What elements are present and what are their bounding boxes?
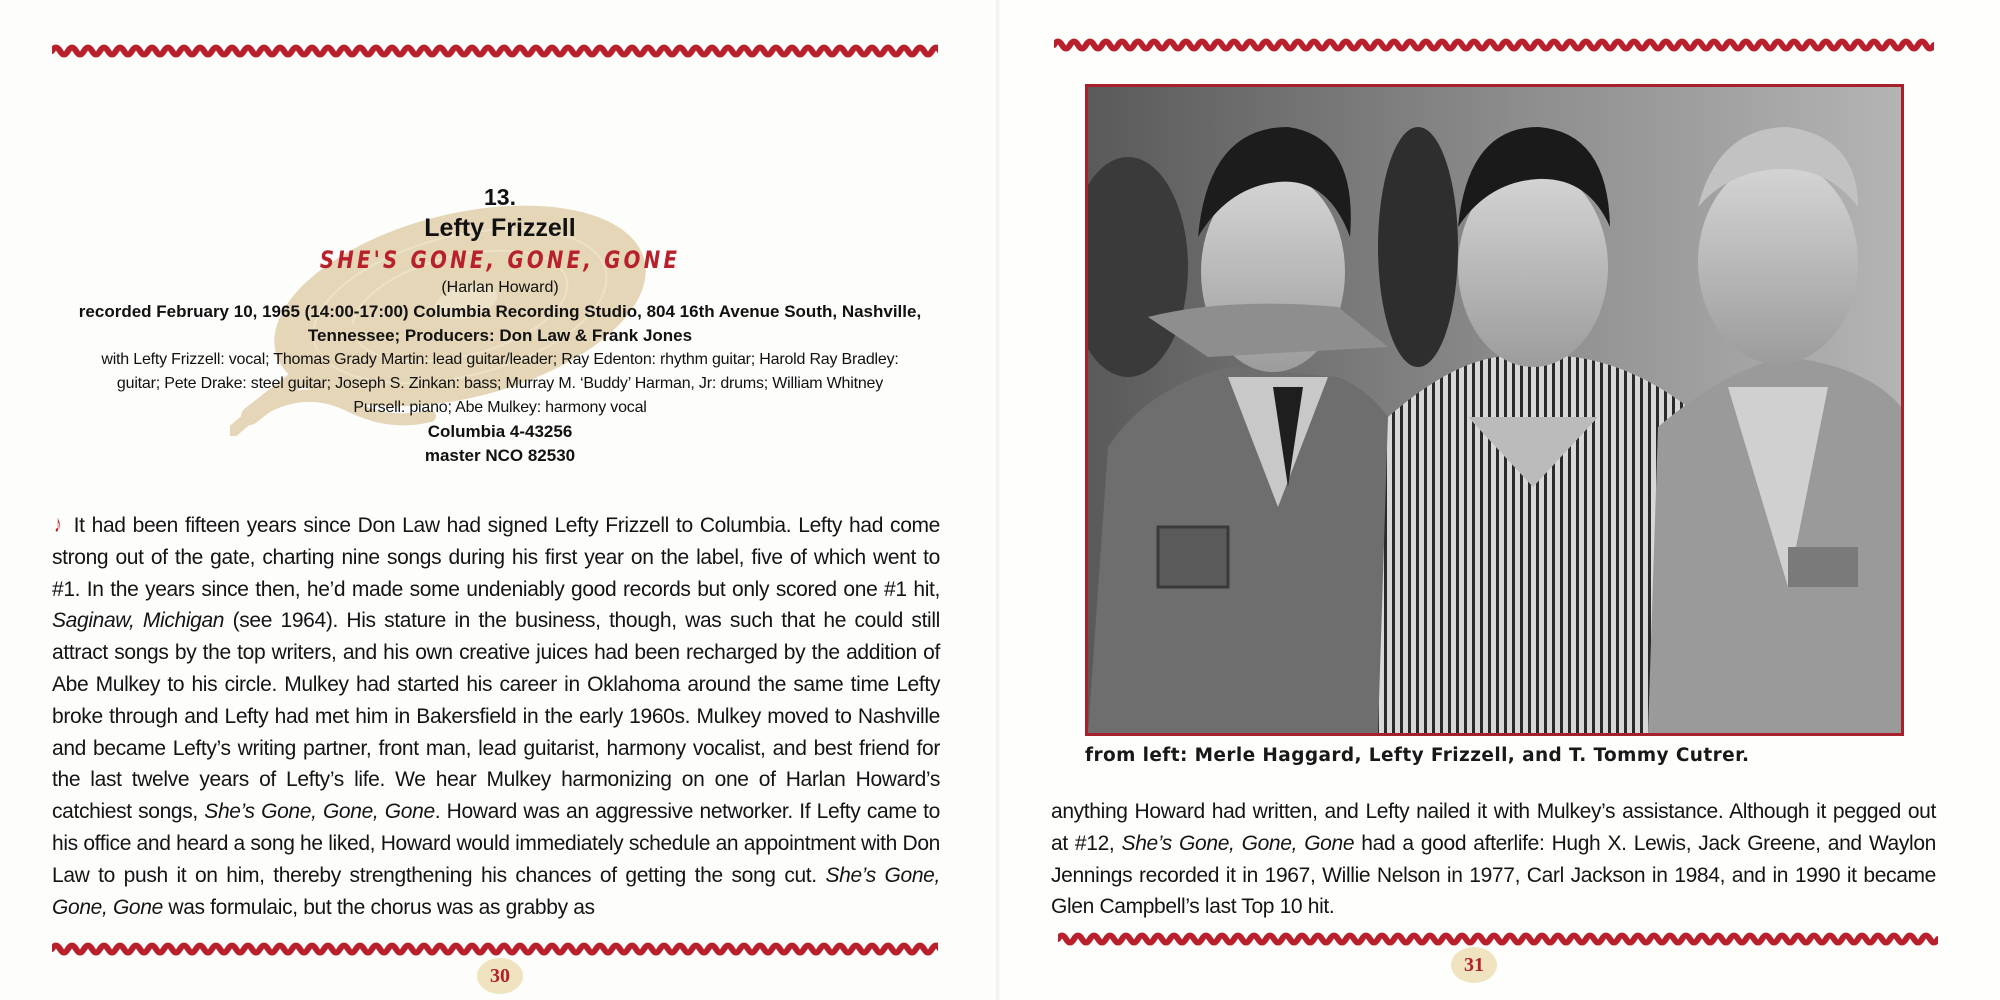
photo-three-men-illustration: [1088, 87, 1901, 733]
bottom-wave-border-left: [52, 940, 938, 958]
recording-details-line-1: recorded February 10, 1965 (14:00-17:00) Columbia Recording Studio, 804 16th Avenue South, Nashville,: [78, 302, 922, 321]
essay-text-right: [1051, 796, 1936, 923]
track-header: [52, 182, 948, 468]
song-title-reference: She’s Gone, Gone, Gone: [1121, 831, 1355, 855]
wave-decoration: [1054, 36, 1934, 54]
photo-caption: from left: Merle Haggard, Lefty Frizzell, and T. Tommy Cutrer.: [1085, 745, 1750, 766]
bottom-wave-border-right: [1058, 930, 1938, 948]
page-number-right: 31: [1451, 947, 1497, 983]
recording-details-line-2: Tennessee; Producers: Don Law & Frank Jones: [307, 326, 693, 345]
track-writer: (Harlan Howard): [441, 279, 559, 296]
catalog-number: Columbia 4-43256: [427, 422, 573, 441]
essay-segment: was formulaic, but the chorus was as grabby as: [162, 895, 595, 919]
track-number: 13.: [484, 184, 516, 210]
song-title-reference: She’s Gone, Gone, Gone: [204, 800, 435, 824]
essay-segment: . Howard was an aggressive networker. If Lefty came to his office and heard a song he liked, Howard would immediately schedule an appointment with Don Law to push it on him, thereby strengthening his chances of getting the song cut.: [52, 800, 940, 887]
music-note-icon: ♪: [54, 511, 62, 538]
top-wave-border-right: [1054, 36, 1934, 54]
wave-decoration: [52, 42, 938, 60]
personnel-line-3: Pursell: piano; Abe Mulkey: harmony vocal: [353, 399, 647, 416]
track-artist: Lefty Frizzell: [424, 214, 576, 242]
track-title: SHE'S GONE, GONE, GONE: [319, 246, 681, 274]
essay-segment: anything Howard had written, and Lefty nailed it with Mulkey’s assistance. Although it pegged out at #12,: [1051, 800, 1936, 855]
song-title-reference: She’s Gone, Gone, Gone: [52, 863, 940, 919]
wave-decoration: [1058, 930, 1938, 948]
top-wave-border-left: [52, 42, 938, 60]
essay-segment: (see 1964). His stature in the business, though, was such that he could still attract songs by the top writers, and his own creative juices had been recharged by the addition of Abe Mulkey to his circle. Mulkey had started his career in Oklahoma around the same time Lefty broke through and Lefty had met him in Bakersfield in the early 1960s. Mulkey moved to Nashville and became Lefty’s writing partner, front man, lead guitarist, harmony vocalist, and best friend for the last twelve years of Lefty’s life. We hear Mulkey harmonizing on one of Harlan Howard’s catchiest songs,: [52, 609, 940, 824]
song-title-reference: Saginaw, Michigan: [52, 609, 225, 633]
essay-text-left: [52, 509, 940, 923]
master-number: master NCO 82530: [424, 446, 576, 465]
band-photo: [1085, 84, 1904, 736]
personnel-line-1: with Lefty Frizzell: vocal; Thomas Grady Martin: lead guitar/leader; Ray Edenton: rhythm guitar; Harold Ray Bradley:: [101, 351, 899, 368]
wave-decoration: [52, 940, 938, 958]
essay-segment: had a good afterlife: Hugh X. Lewis, Jack Greene, and Waylon Jennings recorded it in 1967, Willie Nelson in 1977, Carl Jackson in 1984, and in 1990 it became Glen Campbell’s last Top 10 hit.: [1051, 831, 1936, 919]
essay-segment: It had been fifteen years since Don Law had signed Lefty Frizzell to Columbia. Lefty had come strong out of the gate, charting nine songs during his first year on the label, five of which went to #1. In the years since then, he’d made some undeniably good records but only scored one #1 hit,: [52, 514, 940, 601]
page-number-left: 30: [477, 958, 523, 994]
personnel-line-2: guitar; Pete Drake: steel guitar; Joseph S. Zinkan: bass; Murray M. ‘Buddy’ Harman, Jr: drums; William Whitney: [116, 375, 884, 392]
